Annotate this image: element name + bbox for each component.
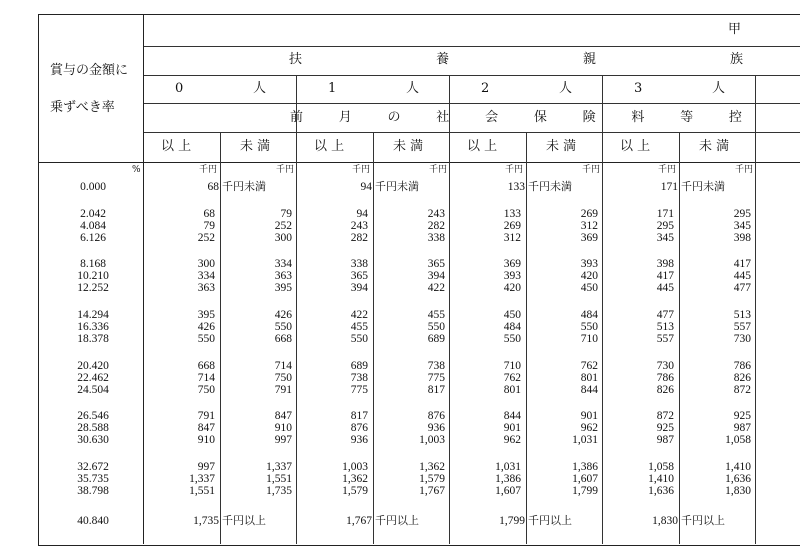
miman-value: 420 bbox=[580, 270, 598, 282]
dependents-unit: 人 bbox=[559, 81, 573, 96]
rule-horizontal bbox=[143, 103, 800, 104]
ijo-value: 550 bbox=[197, 333, 215, 345]
threshold-label: 千円未満 bbox=[681, 180, 725, 193]
ijo-value: 338 bbox=[350, 258, 368, 270]
under-threshold-cell bbox=[301, 181, 419, 193]
threshold-label: 千円以上 bbox=[222, 514, 266, 527]
over-threshold-cell bbox=[301, 515, 419, 527]
thousand-yen-unit: 千円 bbox=[505, 165, 524, 175]
ijo-value: 1,636 bbox=[648, 485, 674, 497]
over-threshold-cell bbox=[607, 515, 725, 527]
miman-value: 847 bbox=[274, 410, 292, 422]
fuyo-char: 養 bbox=[435, 52, 449, 67]
rate-value: 14.294 bbox=[77, 309, 109, 321]
ijo-value: 252 bbox=[197, 232, 215, 244]
ijo-label: 以 上 bbox=[620, 139, 651, 154]
rate-value: 16.336 bbox=[77, 321, 109, 333]
miman-value: 710 bbox=[580, 333, 598, 345]
miman-value: 786 bbox=[733, 360, 751, 372]
miman-value: 801 bbox=[580, 372, 598, 384]
miman-value: 689 bbox=[427, 333, 445, 345]
rule-vertical bbox=[449, 75, 450, 544]
fuyo-char: 族 bbox=[729, 52, 743, 67]
miman-value: 901 bbox=[580, 410, 598, 422]
rule-horizontal bbox=[143, 132, 800, 133]
ijo-value: 300 bbox=[197, 258, 215, 270]
ijo-value: 394 bbox=[350, 282, 368, 294]
miman-value: 422 bbox=[427, 282, 445, 294]
dependents-unit: 人 bbox=[406, 81, 420, 96]
threshold-value: 1,799 bbox=[499, 515, 525, 527]
prev-month-char: の bbox=[387, 110, 401, 125]
prev-month-char: 保 bbox=[533, 110, 547, 125]
prev-month-char: 等 bbox=[680, 110, 694, 125]
rate-value: 2.042 bbox=[80, 208, 106, 220]
ijo-value: 1,362 bbox=[342, 473, 368, 485]
miman-value: 750 bbox=[274, 372, 292, 384]
miman-value: 1,551 bbox=[266, 473, 292, 485]
miman-value: 484 bbox=[580, 309, 598, 321]
ijo-value: 1,607 bbox=[495, 485, 521, 497]
miman-value: 455 bbox=[427, 309, 445, 321]
miman-value: 426 bbox=[274, 309, 292, 321]
ijo-value: 133 bbox=[503, 208, 521, 220]
miman-value: 369 bbox=[580, 232, 598, 244]
miman-value: 345 bbox=[733, 220, 751, 232]
miman-value: 398 bbox=[733, 232, 751, 244]
rate-value: 18.378 bbox=[77, 333, 109, 345]
ijo-value: 1,337 bbox=[189, 473, 215, 485]
thousand-yen-unit: 千円 bbox=[429, 165, 448, 175]
miman-value: 365 bbox=[427, 258, 445, 270]
fuyo-char: 親 bbox=[582, 52, 596, 67]
prev-month-char: 控 bbox=[728, 110, 742, 125]
dependents-count: 1 bbox=[328, 81, 337, 96]
thousand-yen-unit: 千円 bbox=[199, 165, 218, 175]
miman-value: 1,058 bbox=[725, 434, 751, 446]
prev-month-social-insurance-label bbox=[290, 110, 742, 126]
ijo-value: 775 bbox=[350, 384, 368, 396]
miman-value: 550 bbox=[427, 321, 445, 333]
ijo-value: 1,031 bbox=[495, 461, 521, 473]
ijo-value: 910 bbox=[197, 434, 215, 446]
rule-vertical bbox=[526, 132, 527, 544]
ijo-value: 550 bbox=[350, 333, 368, 345]
rate-value: 6.126 bbox=[80, 232, 106, 244]
miman-value: 1,337 bbox=[266, 461, 292, 473]
miman-value: 243 bbox=[427, 208, 445, 220]
rate-value: 40.840 bbox=[77, 515, 109, 527]
ijo-value: 455 bbox=[350, 321, 368, 333]
rule-horizontal bbox=[143, 46, 800, 47]
percent-unit: % bbox=[132, 165, 141, 175]
miman-value: 300 bbox=[274, 232, 292, 244]
miman-value: 550 bbox=[580, 321, 598, 333]
miman-label: 未 満 bbox=[393, 139, 424, 154]
miman-label: 未 満 bbox=[546, 139, 577, 154]
rate-value: 8.168 bbox=[80, 258, 106, 270]
rate-value: 0.000 bbox=[80, 181, 106, 193]
threshold-value: 1,830 bbox=[652, 515, 678, 527]
ijo-value: 422 bbox=[350, 309, 368, 321]
ijo-value: 484 bbox=[503, 321, 521, 333]
miman-value: 282 bbox=[427, 220, 445, 232]
miman-value: 872 bbox=[733, 384, 751, 396]
miman-value: 1,386 bbox=[572, 461, 598, 473]
ijo-value: 997 bbox=[197, 461, 215, 473]
rate-value: 12.252 bbox=[77, 282, 109, 294]
miman-value: 775 bbox=[427, 372, 445, 384]
miman-value: 738 bbox=[427, 360, 445, 372]
ijo-label: 以 上 bbox=[161, 139, 192, 154]
ijo-value: 450 bbox=[503, 309, 521, 321]
ijo-label: 以 上 bbox=[314, 139, 345, 154]
ijo-value: 730 bbox=[656, 360, 674, 372]
ijo-value: 826 bbox=[656, 384, 674, 396]
miman-value: 910 bbox=[274, 422, 292, 434]
kou-label: 甲 bbox=[728, 22, 742, 37]
ijo-value: 550 bbox=[503, 333, 521, 345]
threshold-label: 千円未満 bbox=[375, 180, 419, 193]
rate-value: 28.588 bbox=[77, 422, 109, 434]
dependents-unit: 人 bbox=[253, 81, 267, 96]
ijo-value: 282 bbox=[350, 232, 368, 244]
miman-value: 393 bbox=[580, 258, 598, 270]
under-threshold-cell bbox=[148, 181, 266, 193]
ijo-value: 1,058 bbox=[648, 461, 674, 473]
ijo-value: 398 bbox=[656, 258, 674, 270]
ijo-value: 817 bbox=[350, 410, 368, 422]
thousand-yen-unit: 千円 bbox=[658, 165, 677, 175]
prev-month-char: 会 bbox=[485, 110, 499, 125]
thousand-yen-unit: 千円 bbox=[735, 165, 754, 175]
dependents-unit: 人 bbox=[712, 81, 726, 96]
ijo-value: 369 bbox=[503, 258, 521, 270]
rule-vertical bbox=[755, 75, 756, 544]
rule-vertical bbox=[679, 132, 680, 544]
rate-value: 35.735 bbox=[77, 473, 109, 485]
ijo-value: 714 bbox=[197, 372, 215, 384]
ijo-value: 395 bbox=[197, 309, 215, 321]
prev-month-char: 月 bbox=[338, 110, 352, 125]
ijo-value: 786 bbox=[656, 372, 674, 384]
miman-value: 668 bbox=[274, 333, 292, 345]
miman-value: 445 bbox=[733, 270, 751, 282]
miman-value: 714 bbox=[274, 360, 292, 372]
miman-value: 79 bbox=[280, 208, 292, 220]
rate-value: 24.504 bbox=[77, 384, 109, 396]
over-threshold-cell bbox=[148, 515, 266, 527]
miman-label: 未 満 bbox=[240, 139, 271, 154]
ijo-value: 417 bbox=[656, 270, 674, 282]
ijo-label: 以 上 bbox=[467, 139, 498, 154]
ijo-value: 987 bbox=[656, 434, 674, 446]
ijo-value: 1,579 bbox=[342, 485, 368, 497]
ijo-value: 68 bbox=[203, 208, 215, 220]
ijo-value: 513 bbox=[656, 321, 674, 333]
miman-value: 334 bbox=[274, 258, 292, 270]
ijo-value: 445 bbox=[656, 282, 674, 294]
miman-value: 450 bbox=[580, 282, 598, 294]
ijo-value: 710 bbox=[503, 360, 521, 372]
under-threshold-cell bbox=[607, 181, 725, 193]
threshold-label: 千円以上 bbox=[528, 514, 572, 527]
thousand-yen-unit: 千円 bbox=[276, 165, 295, 175]
over-threshold-cell bbox=[454, 515, 572, 527]
fuyo-shinzoku-label bbox=[289, 52, 743, 68]
miman-value: 417 bbox=[733, 258, 751, 270]
ijo-value: 269 bbox=[503, 220, 521, 232]
rate-value: 22.462 bbox=[77, 372, 109, 384]
rate-value: 10.210 bbox=[77, 270, 109, 282]
rate-value: 26.546 bbox=[77, 410, 109, 422]
threshold-value: 171 bbox=[660, 181, 678, 193]
ijo-value: 79 bbox=[203, 220, 215, 232]
threshold-label: 千円未満 bbox=[222, 180, 266, 193]
ijo-value: 901 bbox=[503, 422, 521, 434]
ijo-value: 844 bbox=[503, 410, 521, 422]
ijo-value: 1,551 bbox=[189, 485, 215, 497]
ijo-value: 312 bbox=[503, 232, 521, 244]
threshold-value: 68 bbox=[207, 181, 219, 193]
miman-value: 925 bbox=[733, 410, 751, 422]
ijo-value: 872 bbox=[656, 410, 674, 422]
ijo-value: 393 bbox=[503, 270, 521, 282]
ijo-value: 557 bbox=[656, 333, 674, 345]
rule-vertical bbox=[296, 75, 297, 544]
ijo-value: 936 bbox=[350, 434, 368, 446]
prev-month-char: 険 bbox=[582, 110, 596, 125]
ijo-value: 420 bbox=[503, 282, 521, 294]
ijo-value: 1,003 bbox=[342, 461, 368, 473]
ijo-value: 750 bbox=[197, 384, 215, 396]
ijo-value: 689 bbox=[350, 360, 368, 372]
miman-value: 762 bbox=[580, 360, 598, 372]
miman-label: 未 満 bbox=[699, 139, 730, 154]
miman-value: 1,799 bbox=[572, 485, 598, 497]
fuyo-char: 扶 bbox=[289, 52, 303, 67]
miman-value: 962 bbox=[580, 422, 598, 434]
miman-value: 1,830 bbox=[725, 485, 751, 497]
ijo-value: 171 bbox=[656, 208, 674, 220]
ijo-value: 791 bbox=[197, 410, 215, 422]
rate-label-line1: 賞与の金額に bbox=[50, 63, 129, 78]
dependents-count: 0 bbox=[175, 81, 184, 96]
rate-value: 32.672 bbox=[77, 461, 109, 473]
ijo-value: 738 bbox=[350, 372, 368, 384]
prev-month-char: 社 bbox=[436, 110, 450, 125]
ijo-value: 365 bbox=[350, 270, 368, 282]
rule-vertical bbox=[220, 132, 221, 544]
miman-value: 1,579 bbox=[419, 473, 445, 485]
ijo-value: 477 bbox=[656, 309, 674, 321]
ijo-value: 94 bbox=[356, 208, 368, 220]
threshold-label: 千円以上 bbox=[375, 514, 419, 527]
rate-label-line2: 乗ずべき率 bbox=[50, 100, 115, 115]
miman-value: 1,735 bbox=[266, 485, 292, 497]
rule-vertical bbox=[602, 75, 603, 544]
miman-value: 295 bbox=[733, 208, 751, 220]
ijo-value: 801 bbox=[503, 384, 521, 396]
rule-vertical bbox=[373, 132, 374, 544]
ijo-value: 243 bbox=[350, 220, 368, 232]
threshold-value: 94 bbox=[360, 181, 372, 193]
ijo-value: 426 bbox=[197, 321, 215, 333]
threshold-value: 133 bbox=[507, 181, 525, 193]
miman-value: 557 bbox=[733, 321, 751, 333]
miman-value: 1,362 bbox=[419, 461, 445, 473]
ijo-value: 1,410 bbox=[648, 473, 674, 485]
rule-horizontal bbox=[38, 162, 800, 163]
thousand-yen-unit: 千円 bbox=[352, 165, 371, 175]
miman-value: 269 bbox=[580, 208, 598, 220]
miman-value: 1,636 bbox=[725, 473, 751, 485]
miman-value: 987 bbox=[733, 422, 751, 434]
miman-value: 1,031 bbox=[572, 434, 598, 446]
miman-value: 817 bbox=[427, 384, 445, 396]
ijo-value: 847 bbox=[197, 422, 215, 434]
ijo-value: 925 bbox=[656, 422, 674, 434]
miman-value: 395 bbox=[274, 282, 292, 294]
miman-value: 936 bbox=[427, 422, 445, 434]
rate-value: 38.798 bbox=[77, 485, 109, 497]
under-threshold-cell bbox=[454, 181, 572, 193]
miman-value: 252 bbox=[274, 220, 292, 232]
miman-value: 997 bbox=[274, 434, 292, 446]
miman-value: 477 bbox=[733, 282, 751, 294]
miman-value: 550 bbox=[274, 321, 292, 333]
threshold-value: 1,767 bbox=[346, 515, 372, 527]
ijo-value: 876 bbox=[350, 422, 368, 434]
miman-value: 394 bbox=[427, 270, 445, 282]
threshold-label: 千円未満 bbox=[528, 180, 572, 193]
dependents-count: 3 bbox=[634, 81, 643, 96]
dependents-count: 2 bbox=[481, 81, 490, 96]
miman-value: 363 bbox=[274, 270, 292, 282]
ijo-value: 962 bbox=[503, 434, 521, 446]
miman-value: 730 bbox=[733, 333, 751, 345]
ijo-value: 345 bbox=[656, 232, 674, 244]
prev-month-char: 前 bbox=[290, 110, 304, 125]
rate-value: 4.084 bbox=[80, 220, 106, 232]
miman-value: 1,607 bbox=[572, 473, 598, 485]
threshold-value: 1,735 bbox=[193, 515, 219, 527]
miman-value: 338 bbox=[427, 232, 445, 244]
thousand-yen-unit: 千円 bbox=[582, 165, 601, 175]
ijo-value: 295 bbox=[656, 220, 674, 232]
rule-vertical bbox=[143, 14, 144, 544]
prev-month-char: 料 bbox=[631, 110, 645, 125]
miman-value: 312 bbox=[580, 220, 598, 232]
ijo-value: 363 bbox=[197, 282, 215, 294]
miman-value: 844 bbox=[580, 384, 598, 396]
miman-value: 876 bbox=[427, 410, 445, 422]
miman-value: 826 bbox=[733, 372, 751, 384]
miman-value: 1,767 bbox=[419, 485, 445, 497]
miman-value: 791 bbox=[274, 384, 292, 396]
miman-value: 513 bbox=[733, 309, 751, 321]
rate-value: 20.420 bbox=[77, 360, 109, 372]
ijo-value: 334 bbox=[197, 270, 215, 282]
ijo-value: 668 bbox=[197, 360, 215, 372]
rule-horizontal bbox=[143, 75, 800, 76]
threshold-label: 千円以上 bbox=[681, 514, 725, 527]
miman-value: 1,003 bbox=[419, 434, 445, 446]
miman-value: 1,410 bbox=[725, 461, 751, 473]
ijo-value: 1,386 bbox=[495, 473, 521, 485]
rate-value: 30.630 bbox=[77, 434, 109, 446]
ijo-value: 762 bbox=[503, 372, 521, 384]
